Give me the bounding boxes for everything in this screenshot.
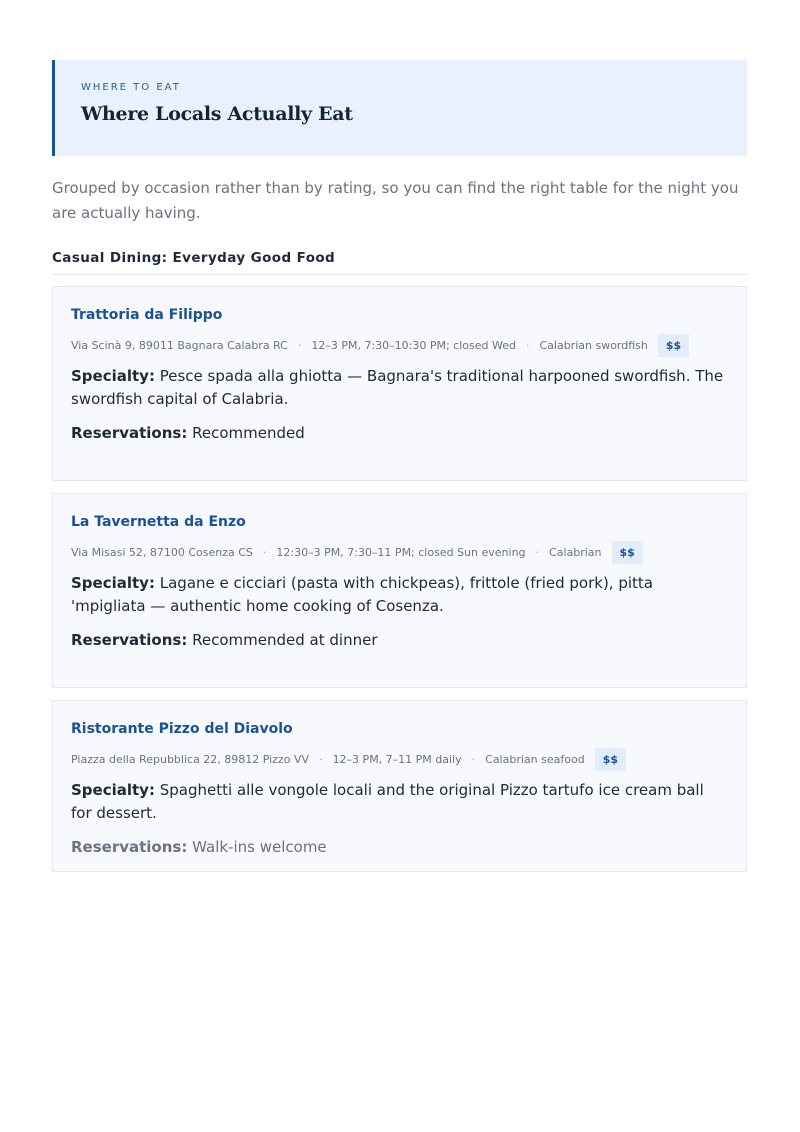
price-badge: $$ (595, 748, 626, 771)
specialty-text: Pesce spada alla ghiotta — Bagnara's traditional harpooned swordfish. The swordfish capital of Calabria. (71, 367, 724, 408)
reservations-text: Recommended (192, 424, 305, 442)
separator-dot: · (525, 338, 530, 352)
restaurant-card (52, 493, 747, 688)
restaurant-cuisine: Calabrian seafood (485, 752, 585, 766)
reservations-label: Reservations: (71, 424, 188, 442)
reservations-text: Walk-ins welcome (192, 838, 327, 856)
restaurant-address: Via Misasi 52, 87100 Cosenza CS (71, 545, 253, 559)
separator-dot: · (535, 545, 540, 559)
restaurant-address: Piazza della Repubblica 22, 89812 Pizzo VV (71, 752, 310, 766)
restaurant-hours: 12–3 PM, 7:30–10:30 PM; closed Wed (311, 338, 516, 352)
restaurant-meta (71, 747, 728, 771)
restaurant-reservations (71, 631, 728, 649)
restaurant-hours: 12–3 PM, 7–11 PM daily (332, 752, 462, 766)
separator-dot: · (262, 545, 267, 559)
reservations-text: Recommended at dinner (192, 631, 378, 649)
specialty-label: Specialty: (71, 367, 155, 385)
restaurant-meta (71, 540, 728, 564)
specialty-label: Specialty: (71, 574, 155, 592)
specialty-text: Spaghetti alle vongole locali and the original Pizzo tartufo ice cream ball for dessert. (71, 781, 704, 822)
restaurant-card (52, 286, 747, 481)
price-badge: $$ (658, 334, 689, 357)
restaurant-card (52, 700, 747, 872)
eyebrow-label: WHERE TO EAT (81, 82, 181, 93)
reservations-label: Reservations: (71, 838, 188, 856)
section-heading: Casual Dining: Everyday Good Food (52, 250, 747, 275)
separator-dot: · (471, 752, 476, 766)
separator-dot: · (297, 338, 302, 352)
reservations-label: Reservations: (71, 631, 188, 649)
hero-banner (52, 60, 747, 156)
restaurant-specialty (71, 572, 728, 618)
restaurant-meta (71, 333, 728, 357)
restaurant-name[interactable]: La Tavernetta da Enzo (71, 514, 246, 530)
restaurant-specialty (71, 779, 728, 825)
page-title: Where Locals Actually Eat (81, 103, 353, 125)
restaurant-cuisine: Calabrian (549, 545, 602, 559)
restaurant-name[interactable]: Ristorante Pizzo del Diavolo (71, 721, 293, 737)
restaurant-reservations (71, 424, 728, 442)
restaurant-address: Via Scinà 9, 89011 Bagnara Calabra RC (71, 338, 288, 352)
restaurant-cuisine: Calabrian swordfish (539, 338, 648, 352)
specialty-label: Specialty: (71, 781, 155, 799)
restaurant-hours: 12:30–3 PM, 7:30–11 PM; closed Sun evening (276, 545, 526, 559)
price-badge: $$ (612, 541, 643, 564)
separator-dot: · (319, 752, 323, 766)
restaurant-specialty (71, 365, 728, 411)
intro-paragraph: Grouped by occasion rather than by rating, so you can find the right table for the night you are actually having. (52, 179, 739, 222)
restaurant-list (52, 286, 747, 872)
restaurant-name[interactable]: Trattoria da Filippo (71, 307, 223, 323)
specialty-text: Lagane e cicciari (pasta with chickpeas), frittole (fried pork), pitta 'mpigliata — authentic home cooking of Cosenza. (71, 574, 653, 615)
restaurant-reservations (71, 838, 728, 856)
